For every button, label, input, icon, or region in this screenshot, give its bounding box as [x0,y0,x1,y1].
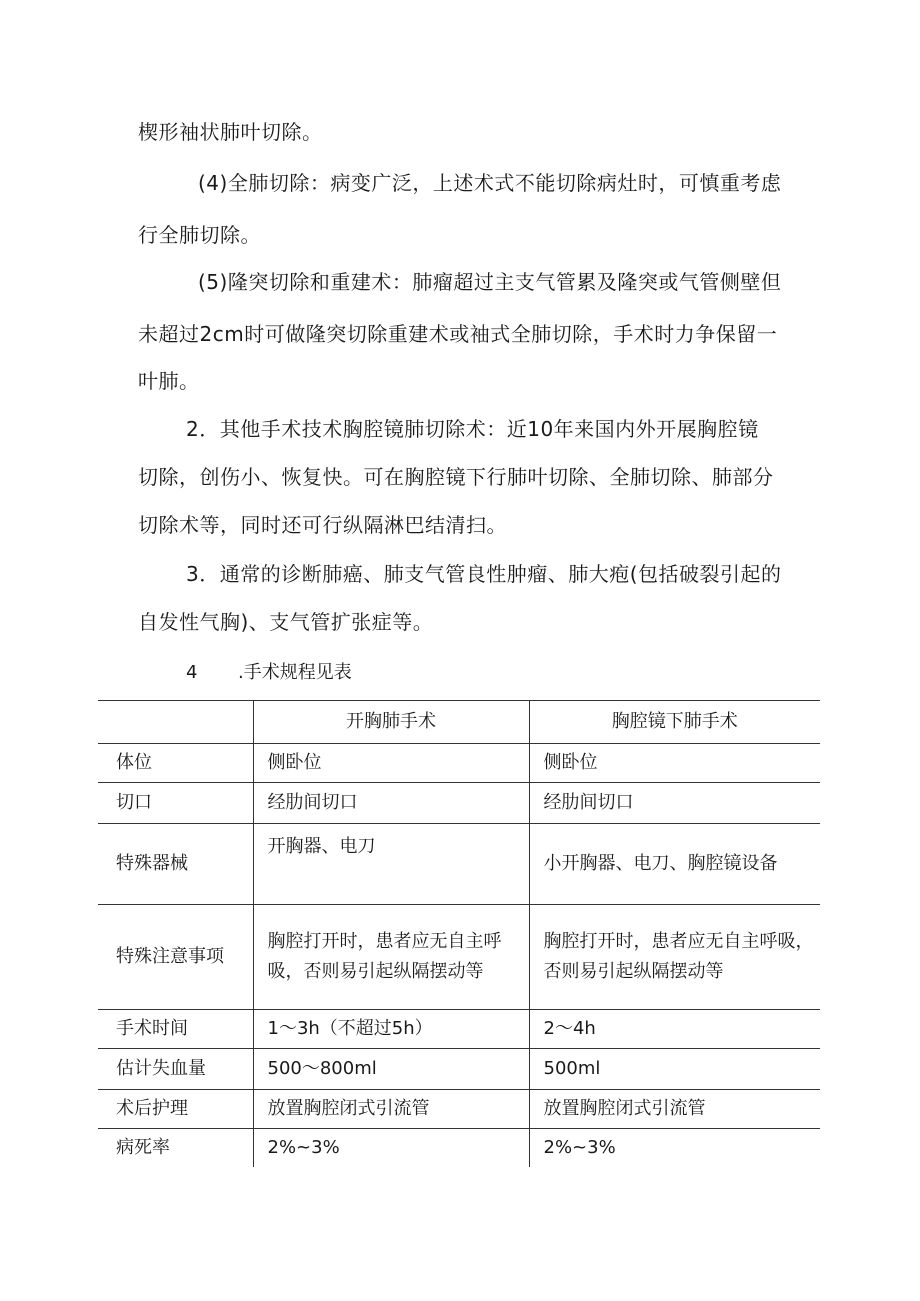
caption-number: 4 [186,662,198,683]
paragraph-line: 3．通常的诊断肺癌、肺支气管良性肿瘤、肺大疱(包括破裂引起的 [186,562,782,586]
table-cell: 2～4h [529,1010,820,1049]
table-row [98,1090,820,1129]
table-cell: 胸腔打开时，患者应无自主呼吸，否则易引起纵隔摆动等 [253,905,529,1010]
row-label: 病死率 [98,1129,253,1168]
table-row [98,1010,820,1049]
table-cell: 放置胸腔闭式引流管 [253,1090,529,1129]
table-cell: 开胸器、电刀 [253,824,529,905]
table-cell: 经肋间切口 [253,783,529,824]
table-header-cell [98,701,253,744]
paragraph-line: 2．其他手术技术胸腔镜肺切除术：近10年来国内外开展胸腔镜 [186,417,759,441]
table-cell: 500ml [529,1049,820,1090]
table-cell: 侧卧位 [529,744,820,783]
row-label: 体位 [98,744,253,783]
table-cell: 侧卧位 [253,744,529,783]
table-cell: 放置胸腔闭式引流管 [529,1090,820,1129]
caption-text: .手术规程见表 [238,662,352,683]
table-cell: 2%~3% [253,1129,529,1168]
table-row [98,1129,820,1168]
table-header-row [98,701,820,744]
row-label: 特殊器械 [98,824,253,905]
row-label: 手术时间 [98,1010,253,1049]
row-label: 估计失血量 [98,1049,253,1090]
paragraph-line: (5)隆突切除和重建术：肺瘤超过主支气管累及隆突或气管侧壁但 [198,270,782,294]
table-row [98,744,820,783]
table-header-cell: 胸腔镜下肺手术 [529,701,820,744]
table-cell: 1～3h（不超过5h） [253,1010,529,1049]
table-cell: 经肋间切口 [529,783,820,824]
paragraph-line: 自发性气胸)、支气管扩张症等。 [138,610,434,634]
procedure-table [98,700,820,1167]
table-row [98,1049,820,1090]
table-cell: 500～800ml [253,1049,529,1090]
paragraph-line: 切除，创伤小、恢复快。可在胸腔镜下行肺叶切除、全肺切除、肺部分 [138,465,774,489]
table-cell: 2%~3% [529,1129,820,1168]
row-label: 特殊注意事项 [98,905,253,1010]
table-cell: 小开胸器、电刀、胸腔镜设备 [529,824,820,905]
table-row [98,783,820,824]
table-row [98,824,820,905]
paragraph-line: 楔形袖状肺叶切除。 [138,120,323,144]
table-caption [186,660,352,686]
paragraph-line: 行全肺切除。 [138,223,261,247]
table-cell: 胸腔打开时，患者应无自主呼吸，否则易引起纵隔摆动等 [529,905,820,1010]
row-label: 术后护理 [98,1090,253,1129]
table-header-cell: 开胸肺手术 [253,701,529,744]
paragraph-line: 叶肺。 [138,369,200,393]
table-row [98,905,820,1010]
paragraph-line: 切除术等，同时还可行纵隔淋巴结清扫。 [138,513,507,537]
paragraph-line: (4)全肺切除：病变广泛，上述术式不能切除病灶时，可慎重考虑 [198,171,782,195]
row-label: 切口 [98,783,253,824]
paragraph-line: 未超过2cm时可做隆突切除重建术或袖式全肺切除，手术时力争保留一 [138,322,778,346]
